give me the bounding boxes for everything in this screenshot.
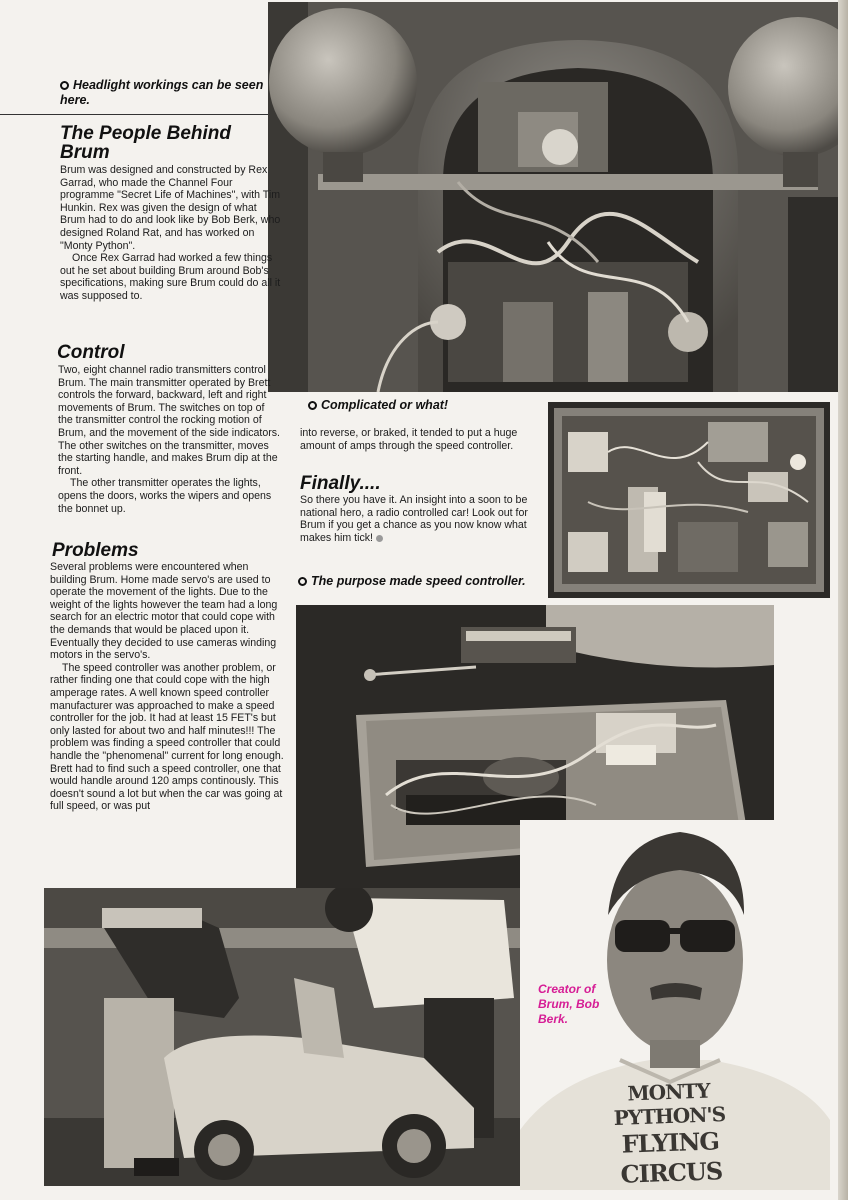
people-heading: The People Behind Brum — [60, 123, 232, 163]
circuit-board-photo — [548, 402, 830, 598]
team-with-brum-photo — [44, 888, 520, 1186]
caption-rule — [0, 114, 268, 115]
people-paragraph-1: Brum was designed and constructed by Rex Garrad, who made the Channel Four programme "Secret Life of Machines", with Tim Hunkin. Rex was given the design of what Brum had to do and look like by Bob Berk, who designed Roland Rat, and has worked on "Monty Python". — [60, 164, 281, 252]
creator-caption: Creator of Brum, Bob Berk. — [538, 982, 600, 1026]
problems-paragraph-2: The speed controller was another problem, or rather finding one that could cope with the high amperage rates. A well known speed controller manufacturer was approached to make a speed controller for the job. It had at least 15 FET's but only lasted for about two and half minutes!!! The problem was finding a speed controller that could handle the "phenomenal" current for long enough. Brett had to find such a speed controller, one that would handle around 120 amps continously. This doesn't sound a lot but when the car was going at full speed, or was put — [50, 661, 284, 813]
continued-body: into reverse, or braked, it tended to put a huge amount of amps through the speed controller. — [300, 427, 518, 452]
control-paragraph-1: Two, eight channel radio transmitters control Brum. The main transmitter operated by Brett controls the forward, backward, left and right movements of Brum. The switches on top of the transmitter control the rocking motion of Brum, and the movement of the side indicators. The other switches on the transmitter, moves the starting handle, and makes Brum dip at the front. — [58, 364, 280, 477]
headlight-caption: Headlight workings can be seen here. — [60, 78, 264, 107]
problems-body — [50, 561, 286, 813]
tshirt-print — [583, 1077, 757, 1191]
finally-body — [300, 494, 538, 544]
tshirt-line-1: MONTY PYTHON'S — [613, 1078, 726, 1130]
page-edge — [838, 0, 848, 1200]
headlight-workings-photo — [268, 2, 838, 392]
finally-heading: Finally.... — [300, 473, 381, 494]
end-mark-icon — [376, 535, 383, 542]
control-body — [58, 364, 282, 515]
speed-controller-caption: The purpose made speed controller. — [298, 574, 538, 589]
control-paragraph-2: The other transmitter operates the lights, opens the doors, works the wipers and opens the bonnet up. — [58, 477, 272, 515]
people-paragraph-2: Once Rex Garrad had worked a few things out he set about building Brum around Bob's specifications, making sure Brum could do all it was supposed to. — [60, 252, 281, 302]
tshirt-line-2: FLYING CIRCUS — [620, 1126, 723, 1189]
caption-bullet-icon — [60, 81, 69, 90]
caption-bullet-icon — [298, 577, 307, 586]
complicated-caption: Complicated or what! — [308, 398, 548, 413]
control-heading: Control — [57, 342, 125, 363]
finally-text: So there you have it. An insight into a soon to be national hero, a radio controlled car! Look out for Brum if you get a chance as you now know what makes him tick! — [300, 494, 528, 544]
problems-heading: Problems — [52, 540, 139, 561]
caption-bullet-icon — [308, 401, 317, 410]
problems-paragraph-1: Several problems were encountered when building Brum. Home made servo's are used to operate the movement of the lights. Due to the weight of the lights however the team had a long search for an electric motor that could cope with the demands that would be placed upon it. Eventually they decided to use cameras winding motors in the servo's. — [50, 561, 278, 662]
people-body — [60, 164, 282, 303]
